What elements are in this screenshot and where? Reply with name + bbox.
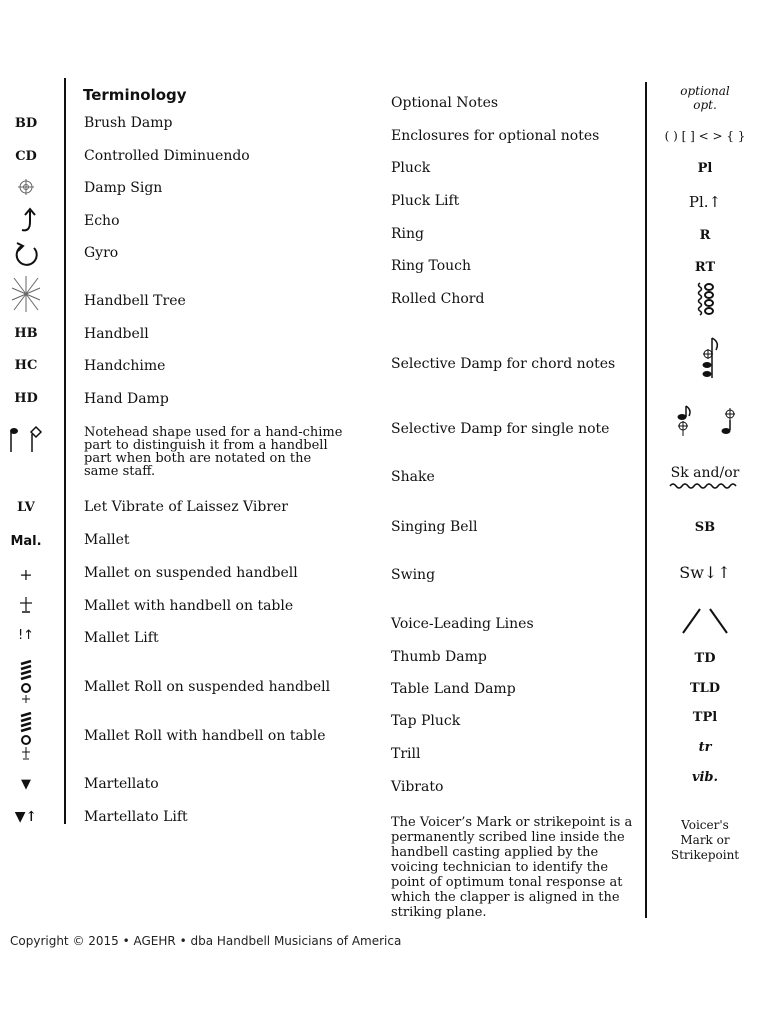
term-ring-touch: Ring Touch — [391, 258, 472, 274]
term-hand-damp: Hand Damp — [84, 391, 169, 407]
symbol-hb: HB — [14, 326, 38, 341]
term-mallet-roll-suspended: Mallet Roll on suspended handbell — [84, 679, 331, 695]
symbol-hc: HC — [14, 358, 38, 373]
term-rolled-chord: Rolled Chord — [391, 291, 485, 307]
rolled-chord-icon — [654, 281, 756, 317]
term-singing-bell: Singing Bell — [391, 519, 478, 535]
term-voice-leading-lines: Voice-Leading Lines — [391, 616, 534, 632]
term-selective-damp-chord: Selective Damp for chord notes — [391, 356, 616, 372]
martellato-lift-icon: ▼↑ — [14, 809, 38, 825]
mallet-roll-suspended-icon — [0, 660, 52, 706]
term-notehead-shape: Notehead shape used for a hand-chime part to distinguish it from a handbell part when both are notated on the same staff. — [84, 425, 343, 479]
term-brush-damp: Brush Damp — [84, 115, 173, 131]
term-selective-damp-single: Selective Damp for single note — [391, 421, 610, 437]
term-handbell-tree: Handbell Tree — [84, 293, 186, 309]
term-mallet-table: Mallet with handbell on table — [84, 598, 294, 614]
term-mallet-suspended: Mallet on suspended handbell — [84, 565, 298, 581]
symbol-pluck: Pl — [697, 161, 713, 176]
notehead-shape-icon — [0, 424, 52, 454]
symbol-optional-line1: optional — [680, 84, 730, 98]
term-mallet: Mallet — [84, 532, 130, 548]
handbell-tree-icon — [0, 276, 52, 312]
term-handchime: Handchime — [84, 358, 166, 374]
term-handbell: Handbell — [84, 326, 149, 342]
term-martellato-lift: Martellato Lift — [84, 809, 188, 825]
symbol-shake: Sk and/or — [670, 465, 740, 481]
term-martellato: Martellato — [84, 776, 159, 792]
symbol-bd: BD — [14, 116, 38, 131]
term-swing: Swing — [391, 567, 436, 583]
mallet-roll-table-icon — [0, 712, 52, 762]
selective-damp-single-icon — [654, 404, 756, 440]
term-shake: Shake — [391, 469, 435, 485]
symbol-optional-line2: opt. — [693, 98, 717, 112]
symbol-cd: CD — [15, 149, 37, 164]
symbol-mallet-lift: !↑ — [17, 628, 35, 643]
symbol-swing: Sw↓↑ — [679, 563, 731, 582]
term-mallet-roll-table: Mallet Roll with handbell on table — [84, 728, 326, 744]
symbol-lv: LV — [17, 500, 35, 515]
term-ring: Ring — [391, 226, 424, 242]
symbol-voicers-line1: Voicer's — [681, 818, 729, 832]
symbol-tap-pluck: TPl — [692, 710, 718, 725]
term-mallet-lift: Mallet Lift — [84, 630, 159, 646]
term-pluck: Pluck — [391, 160, 431, 176]
symbol-ring: R — [699, 228, 711, 243]
term-optional-notes: Optional Notes — [391, 95, 499, 111]
term-pluck-lift: Pluck Lift — [391, 193, 460, 209]
symbol-voicers-line2: Mark or — [680, 833, 730, 847]
symbol-voicers-line3: Strikepoint — [670, 848, 740, 862]
copyright-footer: Copyright © 2015 • AGEHR • dba Handbell Musicians of America — [10, 934, 402, 948]
symbol-voicers-mark — [654, 818, 756, 863]
damp-sign-icon — [0, 178, 52, 196]
symbol-mal: Mal. — [10, 534, 42, 549]
term-table-land-damp: Table Land Damp — [391, 681, 516, 697]
term-tap-pluck: Tap Pluck — [391, 713, 461, 729]
symbol-singing-bell: SB — [694, 520, 716, 535]
voice-leading-lines-icon — [654, 605, 756, 635]
symbol-pluck-lift: Pl.↑ — [688, 193, 722, 211]
symbol-vibrato: vib. — [691, 770, 719, 785]
left-column-rule — [64, 78, 66, 824]
symbol-table-land-damp: TLD — [689, 681, 721, 696]
term-thumb-damp: Thumb Damp — [391, 649, 487, 665]
terminology-heading: Terminology — [83, 86, 187, 104]
symbol-trill: tr — [698, 740, 712, 755]
echo-arrow-icon — [0, 206, 52, 234]
term-voicers-mark: The Voicer’s Mark or strikepoint is a permanently scribed line inside the handbell casting applied by the voicing technician to identify the point of optimum tonal response at which the clapper is aligned in the striking plane. — [391, 815, 633, 920]
term-echo: Echo — [84, 213, 120, 229]
term-let-vibrate: Let Vibrate of Laissez Vibrer — [84, 499, 288, 515]
symbol-thumb-damp: TD — [694, 651, 716, 666]
symbol-hd: HD — [14, 391, 38, 406]
selective-damp-chord-icon — [654, 334, 756, 384]
term-enclosures: Enclosures for optional notes — [391, 128, 600, 144]
symbol-enclosures: ( ) [ ] < > { } — [664, 129, 746, 143]
symbol-ring-touch: RT — [694, 260, 716, 275]
term-controlled-diminuendo: Controlled Diminuendo — [84, 148, 250, 164]
term-damp-sign: Damp Sign — [84, 180, 163, 196]
term-gyro: Gyro — [84, 245, 119, 261]
symbol-optional — [654, 84, 756, 112]
shake-wavy-line-icon — [654, 482, 756, 490]
term-trill: Trill — [391, 746, 421, 762]
symbol-mallet-suspended: + — [19, 565, 33, 584]
right-column-rule — [645, 82, 647, 918]
gyro-arrow-icon — [0, 240, 52, 268]
martellato-icon: ▼ — [21, 777, 31, 792]
term-vibrato: Vibrato — [391, 779, 444, 795]
mallet-table-icon — [0, 595, 52, 615]
